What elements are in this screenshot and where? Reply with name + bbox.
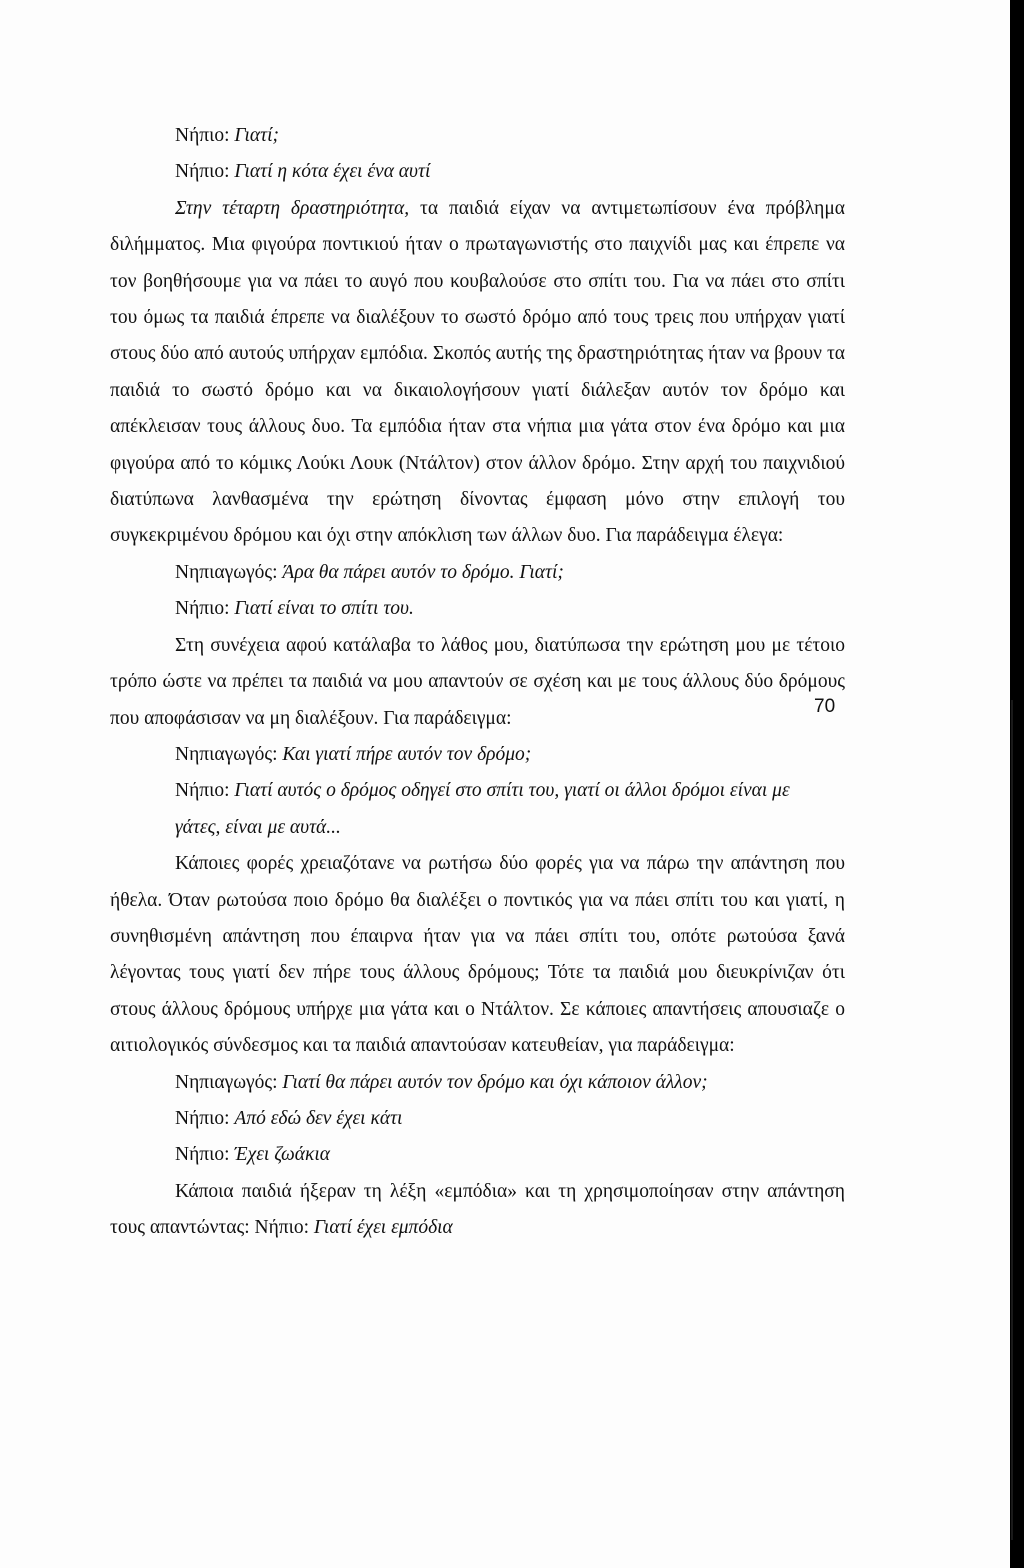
speech-text: Γιατί η κότα έχει ένα αυτί bbox=[234, 161, 431, 183]
body-paragraph bbox=[110, 628, 845, 737]
dialogue-line bbox=[110, 737, 845, 773]
dialogue-line bbox=[110, 118, 845, 154]
speech-text: Γιατί θα πάρει αυτόν τον δρόμο και όχι κάποιον άλλον; bbox=[282, 1071, 708, 1093]
paragraph-text: Κάποιες φορές χρειαζότανε να ρωτήσω δύο φορές για να πάρω την απάντηση που ήθελα. Όταν ρωτούσα ποιο δρόμο θα διαλέξει ο ποντικός για να πάει σπίτι του και γιατί, η συνηθισμένη απάντηση που έπαιρνα ήταν για να πάει σπίτι του, οπότε ρωτούσα ξανά λέγοντας τους γιατί δεν πήρε τους άλλους δρόμους; Τότε τα παιδιά μου διευκρίνιζαν ότι στους άλλους δρόμους υπήρχε μια γάτα και ο Ντάλτον. Σε κάποιες απαντήσεις απουσιαζε ο αιτιολογικός σύνδεσμος και τα παιδιά απαντούσαν κατευθείαν, για παράδειγμα: bbox=[110, 853, 845, 1057]
body-paragraph bbox=[110, 191, 845, 555]
paragraph-text: Στη συνέχεια αφού κατάλαβα το λάθος μου, διατύπωσα την ερώτηση μου με τέτοιο τρόπο ώστε να πρέπει τα παιδιά να μου απαντούν σε σχέση και με τους άλλους δύο δρόμους που αποφάσισαν να μη διαλέξουν. Για παράδειγμα: bbox=[110, 634, 845, 729]
speech-text: Έχει ζωάκια bbox=[234, 1144, 331, 1166]
speech-text: Γιατί; bbox=[234, 125, 279, 146]
speech-text: Γιατί αυτός ο δρόμος οδηγεί στο σπίτι του, γιατί οι άλλοι δρόμοι είναι με bbox=[234, 780, 790, 802]
speech-text: Άρα θα πάρει αυτόν το δρόμο. Γιατί; bbox=[282, 561, 564, 583]
body-paragraph bbox=[110, 846, 845, 1064]
dialogue-line bbox=[110, 1065, 845, 1101]
speaker-label: Νηπιαγωγός: bbox=[175, 1071, 283, 1093]
speaker-label: Νήπιο: bbox=[175, 780, 235, 802]
speaker-label: Νήπιο: bbox=[175, 1107, 235, 1129]
speech-text: Γιατί είναι το σπίτι του. bbox=[234, 598, 414, 620]
speaker-label: Νήπιο: bbox=[175, 598, 235, 620]
page-edge-line bbox=[1011, 700, 1013, 1540]
speaker-label: Νήπιο: bbox=[175, 1144, 235, 1166]
speech-text: Και γιατί πήρε αυτόν τον δρόμο; bbox=[282, 743, 532, 765]
paragraph-lead: Στην τέταρτη δραστηριότητα, bbox=[175, 197, 410, 219]
dialogue-line bbox=[110, 773, 845, 809]
paragraph-trail: Γιατί έχει εμπόδια bbox=[313, 1217, 453, 1239]
speaker-label: Νήπιο: bbox=[175, 161, 235, 183]
body-paragraph bbox=[110, 1174, 845, 1247]
page-number: 70 bbox=[814, 696, 836, 717]
speaker-label: Νήπιο: bbox=[175, 125, 235, 146]
dialogue-line bbox=[110, 591, 845, 627]
dialogue-line bbox=[110, 555, 845, 591]
paragraph-text: Κάποια παιδιά ήξεραν τη λέξη «εμπόδια» και τη χρησιμοποίησαν στην απάντηση τους απαντώντας: Νήπιο: bbox=[110, 1180, 845, 1239]
speaker-label: Νηπιαγωγός: bbox=[175, 561, 283, 583]
dialogue-line bbox=[110, 154, 845, 190]
speech-text: Από εδώ δεν έχει κάτι bbox=[234, 1107, 403, 1129]
page-body bbox=[110, 118, 845, 1247]
speaker-label: Νηπιαγωγός: bbox=[175, 743, 283, 765]
dialogue-continuation bbox=[110, 810, 845, 846]
dialogue-line bbox=[110, 1101, 845, 1137]
paragraph-text: τα παιδιά είχαν να αντιμετωπίσουν ένα πρόβλημα διλήμματος. Μια φιγούρα ποντικιού ήταν ο πρωταγωνιστής στο παιχνίδι μας και έπρεπε να τον βοηθήσουμε για να πάει το αυγό που κουβαλούσε στο σπίτι του. Για να πάει στο σπίτι του όμως τα παιδιά έπρεπε να διαλέξουν το σωστό δρόμο από τους τρεις που υπήρχαν γιατί στους δύο από αυτούς υπήρχαν εμπόδια. Σκοπός αυτής της δραστηριότητας ήταν να βρουν τα παιδιά το σωστό δρόμο και να δικαιολογήσουν γιατί διάλεξαν αυτόν τον δρόμο και απέκλεισαν τους άλλους δυο. Τα εμπόδια ήταν στα νήπια μια γάτα στον ένα δρόμο και μια φιγούρα από το κόμικς Λούκι Λουκ (Ντάλτον) στον άλλον δρόμο. Στην αρχή του παιχνιδιού διατύπωνα λανθασμένα την ερώτηση δίνοντας έμφαση μόνο στην επιλογή του συγκεκριμένου δρόμου και όχι στην απόκλιση των άλλων δυο. Για παράδειγμα έλεγα: bbox=[110, 197, 845, 547]
dialogue-line bbox=[110, 1137, 845, 1173]
speech-text: γάτες, είναι με αυτά... bbox=[175, 816, 341, 838]
